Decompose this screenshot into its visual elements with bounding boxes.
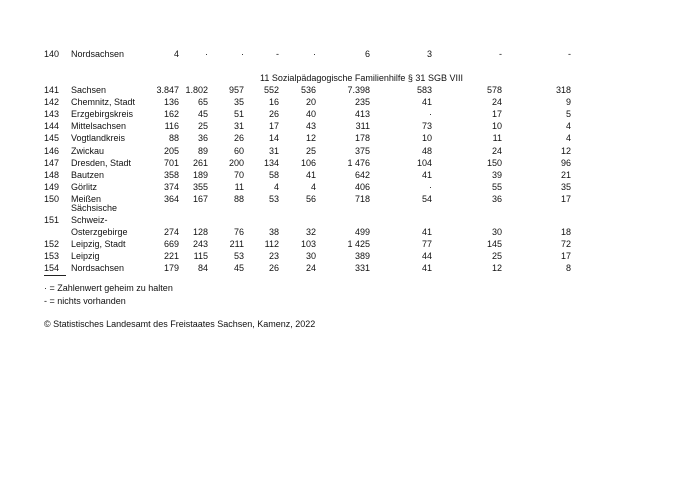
table-row bbox=[0, 120, 700, 132]
cell: 364 bbox=[163, 193, 179, 204]
cell: 30 bbox=[491, 227, 502, 237]
cell: 179 bbox=[163, 263, 179, 274]
row-name: Zwickau bbox=[71, 145, 105, 156]
row-number: 140 bbox=[44, 49, 60, 59]
cell: 583 bbox=[416, 85, 432, 95]
cell: · bbox=[429, 109, 432, 120]
cell: 32 bbox=[305, 227, 316, 237]
cell: 31 bbox=[233, 121, 244, 132]
table-row bbox=[0, 96, 700, 108]
cell: 5 bbox=[565, 109, 571, 120]
table-row bbox=[0, 181, 700, 193]
cell: 24 bbox=[491, 145, 502, 156]
cell: 145 bbox=[486, 239, 502, 249]
cell: 669 bbox=[163, 239, 179, 249]
copyright: © Statistisches Landesamt des Freistaates Sachsen, Kamenz, 2022 bbox=[44, 319, 316, 329]
cell: 12 bbox=[305, 133, 316, 144]
cell: 45 bbox=[197, 109, 208, 120]
cell: 4 bbox=[173, 49, 179, 59]
row-number: 145 bbox=[44, 133, 60, 144]
cell: 957 bbox=[228, 85, 244, 95]
cell: 6 bbox=[364, 49, 370, 59]
cell: 136 bbox=[163, 97, 179, 108]
cell: 70 bbox=[233, 169, 244, 180]
cell: 221 bbox=[163, 251, 179, 262]
cell: 261 bbox=[192, 157, 208, 168]
cell: 36 bbox=[197, 133, 208, 144]
row-name: Vogtlandkreis bbox=[71, 133, 126, 144]
cell: · bbox=[205, 49, 208, 59]
cell: 35 bbox=[560, 181, 571, 192]
cell: 12 bbox=[560, 145, 571, 156]
cell: 17 bbox=[491, 109, 502, 120]
cell: 54 bbox=[421, 193, 432, 204]
cell: 25 bbox=[197, 121, 208, 132]
cell: 200 bbox=[228, 157, 244, 168]
row-number: 143 bbox=[44, 109, 60, 120]
table-row bbox=[0, 238, 700, 250]
cell: 355 bbox=[192, 181, 208, 192]
cell: 88 bbox=[168, 133, 179, 144]
row-number: 148 bbox=[44, 169, 60, 180]
cell: 4 bbox=[310, 181, 316, 192]
table-row bbox=[0, 48, 700, 60]
cell: 60 bbox=[233, 145, 244, 156]
cell: 389 bbox=[354, 251, 370, 262]
cell: 718 bbox=[354, 193, 370, 204]
cell: 41 bbox=[421, 169, 432, 180]
table-row bbox=[0, 132, 700, 144]
row-number: 146 bbox=[44, 145, 60, 156]
row-name: Dresden, Stadt bbox=[71, 157, 132, 168]
row-name: Bautzen bbox=[71, 169, 105, 180]
cell: 25 bbox=[491, 251, 502, 262]
row-number: 149 bbox=[44, 181, 60, 192]
cell: 9 bbox=[565, 97, 571, 108]
cell: 1 425 bbox=[347, 239, 370, 249]
cell: 331 bbox=[354, 263, 370, 274]
row-name: Sachsen bbox=[71, 85, 107, 95]
cell: 11 bbox=[492, 133, 502, 144]
cell: 96 bbox=[560, 157, 571, 168]
cell: 53 bbox=[233, 251, 244, 262]
cell: - bbox=[568, 49, 571, 59]
cell: · bbox=[241, 49, 244, 59]
row-name: Chemnitz, Stadt bbox=[71, 97, 136, 108]
cell: 116 bbox=[164, 121, 179, 132]
cell: 4 bbox=[565, 121, 571, 132]
table-row bbox=[0, 145, 700, 157]
row-name: Leipzig bbox=[71, 251, 100, 262]
cell: 58 bbox=[268, 169, 279, 180]
footnote-secret: · = Zahlenwert geheim zu halten bbox=[44, 283, 173, 293]
cell: 211 bbox=[229, 239, 244, 249]
cell: 26 bbox=[268, 263, 279, 274]
row-name-line: Sächsische bbox=[71, 203, 118, 213]
cell: 41 bbox=[421, 97, 432, 108]
table-row bbox=[0, 169, 700, 181]
cell: 21 bbox=[560, 169, 571, 180]
cell: 44 bbox=[421, 251, 432, 262]
cell: 53 bbox=[268, 193, 279, 204]
table-row bbox=[0, 250, 700, 262]
cell: 48 bbox=[421, 145, 432, 156]
cell: 10 bbox=[421, 133, 432, 144]
cell: 31 bbox=[268, 145, 279, 156]
cell: 10 bbox=[491, 121, 502, 132]
section-title: 11 Sozialpädagogische Familienhilfe § 31 SGB VIII bbox=[260, 73, 463, 83]
cell: 112 bbox=[264, 239, 279, 249]
cell: 40 bbox=[305, 109, 316, 120]
cell: 26 bbox=[233, 133, 244, 144]
cell: 39 bbox=[491, 169, 502, 180]
row-name: Meißen bbox=[71, 193, 102, 204]
cell: 43 bbox=[305, 121, 316, 132]
cell: 358 bbox=[163, 169, 179, 180]
cell: 20 bbox=[305, 97, 316, 108]
cell: 7.398 bbox=[347, 85, 370, 95]
cell: 8 bbox=[565, 263, 571, 274]
row-number: 150 bbox=[44, 193, 60, 204]
cell: 311 bbox=[355, 121, 370, 132]
cell: 14 bbox=[268, 133, 279, 144]
cell: 128 bbox=[192, 227, 208, 237]
cell: 243 bbox=[192, 239, 208, 249]
row-name: Leipzig, Stadt bbox=[71, 239, 126, 249]
cell: · bbox=[429, 181, 432, 192]
cell: 536 bbox=[300, 85, 316, 95]
cell: 235 bbox=[354, 97, 370, 108]
cell: 76 bbox=[233, 227, 244, 237]
cell: 30 bbox=[305, 251, 316, 262]
row-number: 154 bbox=[44, 263, 60, 274]
cell: 1 476 bbox=[347, 157, 370, 168]
cell: 167 bbox=[192, 193, 208, 204]
cell: 73 bbox=[421, 121, 432, 132]
cell: 374 bbox=[163, 181, 179, 192]
cell: 499 bbox=[354, 227, 370, 237]
cell: 134 bbox=[263, 157, 279, 168]
cell: 12 bbox=[491, 263, 502, 274]
cell: 4 bbox=[273, 181, 279, 192]
table-row bbox=[0, 157, 700, 169]
cell: 35 bbox=[233, 97, 244, 108]
row-name: Erzgebirgskreis bbox=[71, 109, 134, 120]
cell: 38 bbox=[268, 227, 279, 237]
cell: 17 bbox=[268, 121, 279, 132]
row-number: 141 bbox=[44, 85, 60, 95]
cell: 24 bbox=[305, 263, 316, 274]
cell: 104 bbox=[416, 157, 432, 168]
cell: 36 bbox=[491, 193, 502, 204]
cell: 178 bbox=[354, 133, 370, 144]
row-name: Mittelsachsen bbox=[71, 121, 127, 132]
cell: 3.847 bbox=[156, 85, 179, 95]
cell: 115 bbox=[193, 251, 208, 262]
cell: - bbox=[499, 49, 502, 59]
cell: 18 bbox=[560, 227, 571, 237]
cell: 578 bbox=[486, 85, 502, 95]
cell: 16 bbox=[268, 97, 279, 108]
cell: 11 bbox=[234, 181, 244, 192]
cell: 41 bbox=[421, 227, 432, 237]
cell: 413 bbox=[354, 109, 370, 120]
row-name: Görlitz bbox=[71, 181, 98, 192]
row-number: 152 bbox=[44, 239, 60, 249]
cell: 51 bbox=[233, 109, 244, 120]
row-number: 151 bbox=[44, 215, 60, 225]
row-name: Nordsachsen bbox=[71, 263, 125, 274]
cell: 84 bbox=[197, 263, 208, 274]
cell: - bbox=[276, 49, 279, 59]
row-name: Nordsachsen bbox=[71, 49, 125, 59]
cell: 103 bbox=[300, 239, 316, 249]
cell: 17 bbox=[560, 251, 571, 262]
cell: 17 bbox=[560, 193, 571, 204]
table-row bbox=[0, 108, 700, 120]
cell: 106 bbox=[300, 157, 316, 168]
cell: 1.802 bbox=[185, 85, 208, 95]
footnote-none: - = nichts vorhanden bbox=[44, 296, 126, 306]
cell: 55 bbox=[491, 181, 502, 192]
cell: · bbox=[313, 49, 316, 59]
cell: 552 bbox=[263, 85, 279, 95]
cell: 189 bbox=[192, 169, 208, 180]
row-values bbox=[0, 226, 700, 238]
cell: 375 bbox=[354, 145, 370, 156]
cell: 89 bbox=[197, 145, 208, 156]
cell: 24 bbox=[491, 97, 502, 108]
cell: 41 bbox=[421, 263, 432, 274]
cell: 150 bbox=[486, 157, 502, 168]
cell: 701 bbox=[163, 157, 179, 168]
cell: 25 bbox=[305, 145, 316, 156]
row-name-line: Schweiz- bbox=[71, 215, 108, 225]
cell: 274 bbox=[163, 227, 179, 237]
cell: 65 bbox=[197, 97, 208, 108]
cell: 72 bbox=[560, 239, 571, 249]
table-row bbox=[0, 84, 700, 96]
cell: 318 bbox=[555, 85, 571, 95]
cell: 23 bbox=[268, 251, 279, 262]
cell: 4 bbox=[565, 133, 571, 144]
cell: 642 bbox=[354, 169, 370, 180]
row-number: 153 bbox=[44, 251, 60, 262]
footnote-rule bbox=[44, 275, 66, 276]
cell: 162 bbox=[163, 109, 179, 120]
row-name-line: Osterzgebirge bbox=[71, 227, 128, 237]
row-number: 147 bbox=[44, 157, 60, 168]
cell: 26 bbox=[268, 109, 279, 120]
cell: 406 bbox=[354, 181, 370, 192]
cell: 88 bbox=[233, 193, 244, 204]
cell: 77 bbox=[421, 239, 432, 249]
cell: 45 bbox=[233, 263, 244, 274]
cell: 3 bbox=[426, 49, 432, 59]
cell: 41 bbox=[305, 169, 316, 180]
cell: 205 bbox=[163, 145, 179, 156]
row-number: 142 bbox=[44, 97, 60, 108]
cell: 56 bbox=[305, 193, 316, 204]
table-row bbox=[0, 262, 700, 274]
row-number: 144 bbox=[44, 121, 60, 132]
